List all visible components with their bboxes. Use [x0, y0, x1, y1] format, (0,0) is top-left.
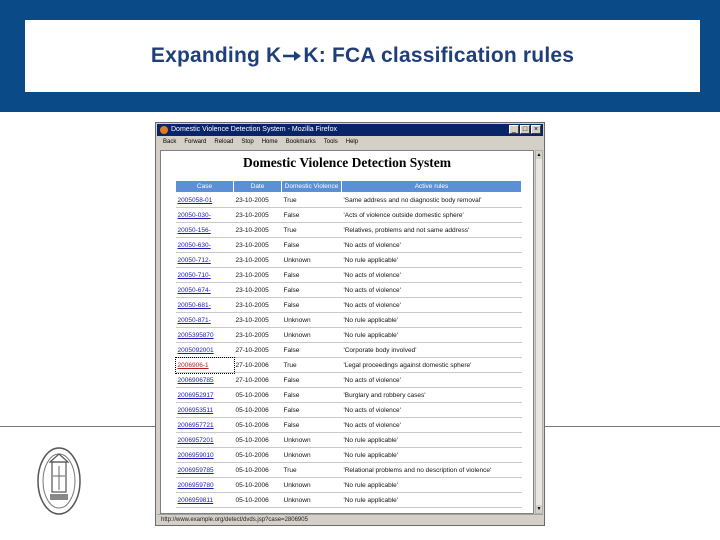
active-rule: 'No rule applicable' — [342, 448, 522, 463]
case-date: 05-10-2006 — [234, 448, 282, 463]
browser-toolbar — [157, 137, 543, 148]
table-row[interactable] — [176, 238, 522, 253]
domestic-violence-value: False — [282, 373, 342, 388]
case-link[interactable]: 20050-030- — [176, 208, 234, 223]
table-row[interactable] — [176, 328, 522, 343]
domestic-violence-value: True — [282, 358, 342, 373]
case-date: 05-10-2006 — [234, 463, 282, 478]
toolbar-tools[interactable]: Tools — [323, 139, 338, 145]
case-date: 23-10-2005 — [234, 313, 282, 328]
active-rule: 'Relatives, problems and not same address' — [342, 223, 522, 238]
browser-window — [155, 122, 545, 526]
slide-header-band — [0, 0, 720, 112]
case-link[interactable]: 2005395870 — [176, 328, 234, 343]
domestic-violence-value: False — [282, 388, 342, 403]
case-link[interactable]: 2006957721 — [176, 418, 234, 433]
case-link[interactable]: 2006959785 — [176, 463, 234, 478]
browser-titlebar[interactable] — [157, 124, 543, 136]
domestic-violence-value: False — [282, 418, 342, 433]
table-row[interactable] — [176, 313, 522, 328]
vertical-scrollbar[interactable] — [535, 150, 543, 514]
case-date: 27-10-2006 — [234, 373, 282, 388]
case-link[interactable]: 20050-681- — [176, 298, 234, 313]
case-date: 05-10-2006 — [234, 433, 282, 448]
table-row[interactable] — [176, 388, 522, 403]
toolbar-forward[interactable]: Forward — [184, 139, 207, 145]
table-row[interactable] — [176, 433, 522, 448]
active-rule: 'No acts of violence' — [342, 418, 522, 433]
case-date: 23-10-2005 — [234, 223, 282, 238]
firefox-icon — [160, 126, 168, 134]
browser-statusbar: http://www.example.org/detect/dvds.jsp?case=2806905 — [157, 514, 543, 524]
column-header-domestic-violence[interactable]: Domestic Violence — [282, 181, 342, 193]
active-rule: 'No acts of violence' — [342, 373, 522, 388]
divider-line-right — [545, 426, 720, 427]
case-link[interactable]: 20050-712- — [176, 253, 234, 268]
active-rule: 'No rule applicable' — [342, 493, 522, 508]
domestic-violence-value: Unknown — [282, 253, 342, 268]
active-rule: 'No rule applicable' — [342, 253, 522, 268]
domestic-violence-value: True — [282, 463, 342, 478]
case-link[interactable]: 2006906-1 — [176, 358, 234, 373]
table-row[interactable] — [176, 403, 522, 418]
table-row[interactable] — [176, 493, 522, 508]
case-link[interactable]: 20050-871- — [176, 313, 234, 328]
case-date: 05-10-2006 — [234, 478, 282, 493]
active-rule: 'Acts of violence outside domestic sphere' — [342, 208, 522, 223]
table-row[interactable] — [176, 418, 522, 433]
active-rule: 'Legal proceedings against domestic sphere' — [342, 358, 522, 373]
active-rule: 'Relational problems and no description of violence' — [342, 463, 522, 478]
page-title: Domestic Violence Detection System — [242, 155, 452, 170]
results-table — [175, 180, 522, 508]
domestic-violence-value: Unknown — [282, 478, 342, 493]
table-row[interactable] — [176, 223, 522, 238]
domestic-violence-value: False — [282, 283, 342, 298]
scroll-down-icon[interactable]: ▼ — [536, 506, 542, 512]
case-date: 05-10-2006 — [234, 493, 282, 508]
case-link[interactable]: 2006952917 — [176, 388, 234, 403]
case-link[interactable]: 2006957201 — [176, 433, 234, 448]
scroll-up-icon[interactable]: ▲ — [536, 152, 542, 158]
domestic-violence-value: True — [282, 193, 342, 208]
active-rule: 'Corporate body involved' — [342, 343, 522, 358]
case-date: 27-10-2006 — [234, 358, 282, 373]
table-row[interactable] — [176, 463, 522, 478]
case-link[interactable]: 2006959010 — [176, 448, 234, 463]
table-row[interactable] — [176, 283, 522, 298]
active-rule: 'No acts of violence' — [342, 238, 522, 253]
active-rule: 'Same address and no diagnostic body removal' — [342, 193, 522, 208]
case-date: 23-10-2005 — [234, 298, 282, 313]
domestic-violence-value: False — [282, 208, 342, 223]
table-row[interactable] — [176, 253, 522, 268]
table-row[interactable] — [176, 193, 522, 208]
table-row[interactable] — [176, 478, 522, 493]
case-link[interactable]: 20050-630- — [176, 238, 234, 253]
case-link[interactable]: 2006953511 — [176, 403, 234, 418]
case-date: 23-10-2005 — [234, 268, 282, 283]
table-row[interactable] — [176, 373, 522, 388]
case-date: 23-10-2005 — [234, 253, 282, 268]
case-date: 05-10-2006 — [234, 403, 282, 418]
page-content — [160, 150, 534, 514]
active-rule: 'No rule applicable' — [342, 313, 522, 328]
toolbar-bookmarks[interactable]: Bookmarks — [285, 139, 316, 145]
toolbar-home[interactable]: Home — [261, 139, 278, 145]
case-date: 05-10-2006 — [234, 388, 282, 403]
active-rule: 'No rule applicable' — [342, 328, 522, 343]
case-date: 23-10-2005 — [234, 208, 282, 223]
table-row[interactable] — [176, 268, 522, 283]
active-rule: 'No acts of violence' — [342, 268, 522, 283]
toolbar-stop[interactable]: Stop — [241, 139, 254, 145]
domestic-violence-value: False — [282, 343, 342, 358]
case-date: 23-10-2005 — [234, 193, 282, 208]
browser-window-title: Domestic Violence Detection System - Mozilla Firefox — [171, 126, 337, 133]
close-icon[interactable]: × — [531, 125, 541, 134]
slide-title-part2: K: FCA classification rules — [303, 44, 575, 67]
minimize-icon[interactable]: _ — [509, 125, 519, 134]
domestic-violence-value: False — [282, 403, 342, 418]
domestic-violence-value: False — [282, 238, 342, 253]
table-row[interactable] — [176, 343, 522, 358]
case-link[interactable]: 20050-674- — [176, 283, 234, 298]
case-link[interactable]: 20050-710- — [176, 268, 234, 283]
case-date: 23-10-2005 — [234, 283, 282, 298]
table-row[interactable] — [176, 208, 522, 223]
slide-title-part1: Expanding K — [150, 44, 282, 67]
case-link[interactable]: 2005092001 — [176, 343, 234, 358]
slide-title — [151, 44, 574, 68]
table-row[interactable] — [176, 358, 522, 373]
domestic-violence-value: Unknown — [282, 313, 342, 328]
case-date: 27-10-2005 — [234, 343, 282, 358]
active-rule: 'Burglary and robbery cases' — [342, 388, 522, 403]
case-date: 05-10-2006 — [234, 418, 282, 433]
title-box — [25, 20, 700, 92]
table-header-row — [176, 181, 522, 193]
case-date: 23-10-2005 — [234, 238, 282, 253]
table-row[interactable] — [176, 298, 522, 313]
toolbar-help[interactable]: Help — [345, 139, 359, 145]
university-seal-logo — [36, 446, 82, 516]
column-header-date[interactable]: Date — [234, 181, 282, 193]
case-link[interactable]: 2006959780 — [176, 478, 234, 493]
active-rule: 'No rule applicable' — [342, 478, 522, 493]
column-header-case[interactable]: Case — [176, 181, 234, 193]
window-controls — [509, 125, 541, 134]
case-link[interactable]: 20050-156- — [176, 223, 234, 238]
maximize-icon[interactable]: □ — [520, 125, 530, 134]
active-rule: 'No acts of violence' — [342, 403, 522, 418]
case-date: 23-10-2005 — [234, 328, 282, 343]
table-row[interactable] — [176, 448, 522, 463]
toolbar-reload[interactable]: Reload — [214, 139, 234, 145]
active-rule: 'No acts of violence' — [342, 298, 522, 313]
domestic-violence-value: False — [282, 268, 342, 283]
domestic-violence-value: True — [282, 223, 342, 238]
table-body — [176, 193, 522, 508]
domestic-violence-value: Unknown — [282, 328, 342, 343]
domestic-violence-value: Unknown — [282, 448, 342, 463]
divider-line-left — [0, 426, 155, 427]
toolbar-back[interactable]: Back — [163, 139, 177, 145]
case-link[interactable]: 2005058-01 — [176, 193, 234, 208]
domestic-violence-value: Unknown — [282, 433, 342, 448]
active-rule: 'No rule applicable' — [342, 433, 522, 448]
domestic-violence-value: Unknown — [282, 493, 342, 508]
case-link[interactable]: 2006959811 — [176, 493, 234, 508]
right-arrow-icon — [282, 50, 302, 62]
column-header-active-rules[interactable]: Active rules — [342, 181, 522, 193]
case-link[interactable]: 2006906785 — [176, 373, 234, 388]
active-rule: 'No acts of violence' — [342, 283, 522, 298]
domestic-violence-value: False — [282, 298, 342, 313]
